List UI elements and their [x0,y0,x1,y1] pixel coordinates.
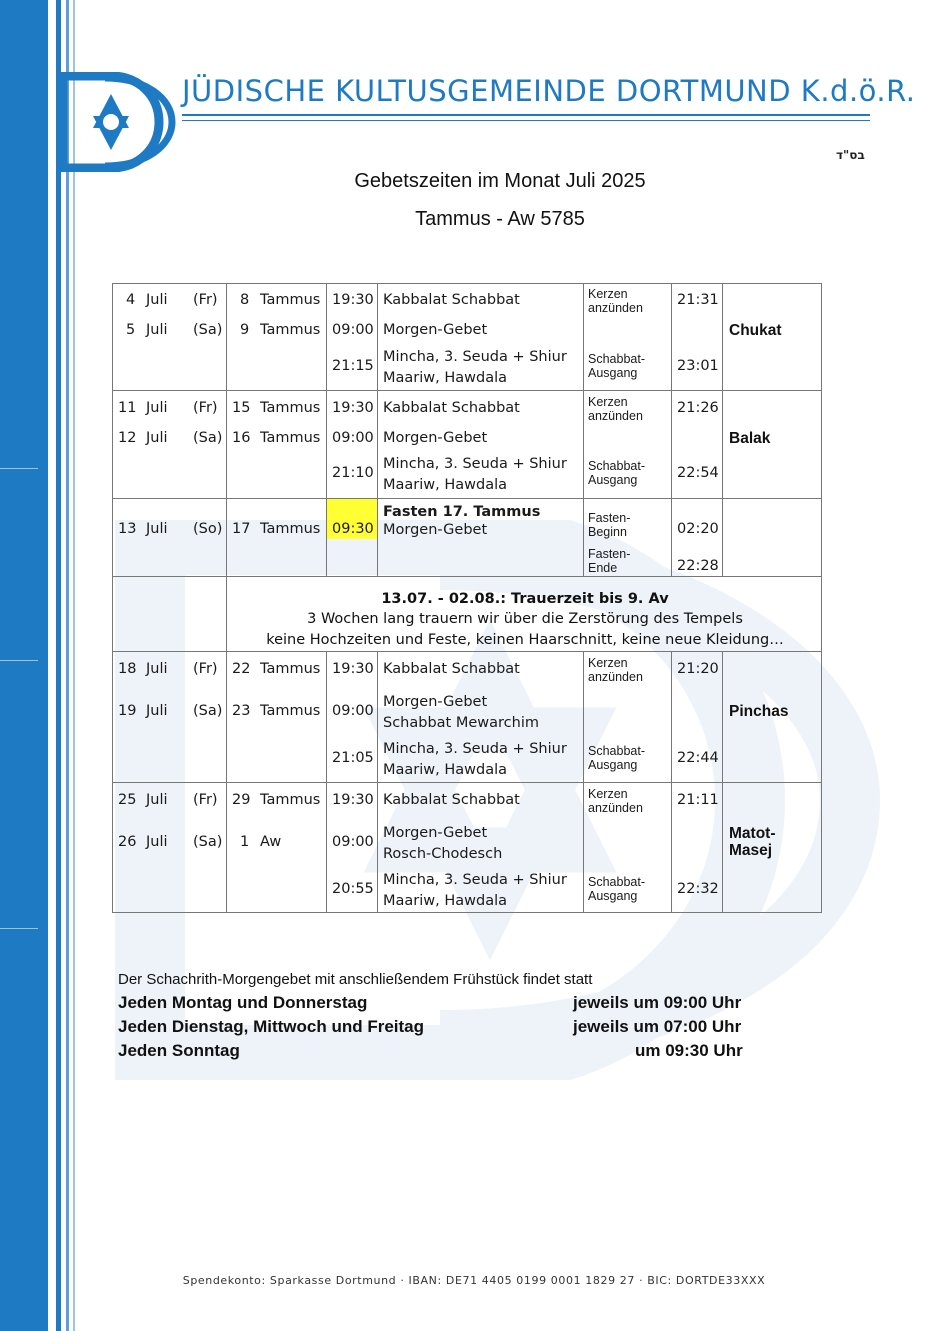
weekday: (Fr) [193,792,218,808]
prayer-time: 20:55 [332,881,374,897]
hebrew-day: 22 [232,661,251,677]
date-month: Juli [146,430,168,446]
note-time: 21:20 [677,661,719,677]
weekday: (Sa) [193,430,223,446]
note-time: 22:44 [677,750,719,766]
prayer-name: Morgen-Gebet Rosch-Chodesch [383,825,503,862]
date-month: Juli [146,792,168,808]
note-time: 22:54 [677,465,719,481]
prayer-name: Morgen-Gebet [383,522,488,538]
left-stripe-thin [73,0,75,1331]
date-month: Juli [146,521,168,537]
mourning-period-title: 13.07. - 02.08.: Trauerzeit bis 9. Av [381,591,669,607]
prayer-name: Mincha, 3. Seuda + Shiur Maariw, Hawdala [383,872,567,909]
margin-tick [0,468,38,469]
date-month: Juli [146,322,168,338]
weekday: (Sa) [193,703,223,719]
weekday: (Sa) [193,322,223,338]
hebrew-month: Tammus [260,792,321,808]
hebrew-month: Tammus [260,521,321,537]
note-time: 21:31 [677,292,719,308]
prayer-time: 21:05 [332,750,374,766]
date-day: 11 [118,400,137,416]
margin-tick [0,660,38,661]
hebrew-day: 9 [240,322,250,338]
note-time: 21:11 [677,792,719,808]
schedule-days: Jeden Montag und Donnerstag [118,993,368,1012]
prayer-name: Kabbalat Schabbat [383,400,520,416]
weekday: (Fr) [193,661,218,677]
date-day: 25 [118,792,137,808]
hebrew-month: Tammus [260,400,321,416]
prayer-name: Morgen-Gebet [383,430,488,446]
note-label: Kerzen anzünden [588,656,643,684]
hebrew-month: Tammus [260,430,321,446]
note-label: Fasten- Beginn [588,511,631,539]
parasha-name: Chukat [729,322,782,339]
hebrew-day: 29 [232,792,251,808]
prayer-time: 21:15 [332,358,374,374]
note-label: Kerzen anzünden [588,787,643,815]
note-label: Fasten- Ende [588,547,631,575]
date-month: Juli [146,661,168,677]
bank-account-footer: Spendekonto: Sparkasse Dortmund · IBAN: DE71 4405 0199 0001 1829 27 · BIC: DORTDE33XXX [182,1274,766,1287]
weekday: (So) [193,521,223,537]
date-month: Juli [146,834,168,850]
parasha-name: Matot- Masej [729,825,776,859]
schedule-time: jeweils um 09:00 Uhr [573,993,742,1012]
prayer-name: Mincha, 3. Seuda + Shiur Maariw, Hawdala [383,741,567,778]
left-stripe-thin [56,0,61,1331]
left-stripe-thin [66,0,69,1331]
date-day: 4 [126,292,136,308]
bsd-mark: בס"ד [836,148,865,162]
header-rule [182,120,870,121]
prayer-time: 09:00 [332,430,374,446]
hebrew-month: Tammus [260,703,321,719]
date-month: Juli [146,292,168,308]
hebrew-day: 1 [240,834,250,850]
prayer-time: 21:10 [332,465,374,481]
note-time: 22:32 [677,881,719,897]
schedule-time: um 09:30 Uhr [635,1041,743,1060]
prayer-name: Mincha, 3. Seuda + Shiur Maariw, Hawdala [383,456,567,493]
schedule-intro: Der Schachrith-Morgengebet mit anschließendem Frühstück findet statt [118,971,593,988]
organization-name: JÜDISCHE KULTUSGEMEINDE DORTMUND K.d.ö.R. [182,74,916,108]
prayer-name: Mincha, 3. Seuda + Shiur Maariw, Hawdala [383,349,567,386]
weekday: (Sa) [193,834,223,850]
star-of-david-logo-icon [55,72,177,172]
prayer-time: 09:00 [332,703,374,719]
prayer-time-highlighted: 09:30 [332,521,374,537]
note-label: Kerzen anzünden [588,395,643,423]
mourning-line: 3 Wochen lang trauern wir über die Zerstörung des Tempels [307,611,743,627]
note-time: 23:01 [677,358,719,374]
prayer-time: 19:30 [332,792,374,808]
prayer-time: 09:00 [332,322,374,338]
prayer-time: 19:30 [332,661,374,677]
date-day: 13 [118,521,137,537]
date-day: 19 [118,703,137,719]
prayer-name: Kabbalat Schabbat [383,792,520,808]
hebrew-month: Tammus [260,661,321,677]
hebrew-day: 17 [232,521,251,537]
hebrew-day: 23 [232,703,251,719]
weekday: (Fr) [193,400,218,416]
date-day: 5 [126,322,136,338]
prayer-time: 19:30 [332,400,374,416]
date-day: 26 [118,834,137,850]
note-label: Schabbat- Ausgang [588,459,645,487]
parasha-name: Pinchas [729,703,789,720]
hebrew-day: 8 [240,292,250,308]
prayer-name: Kabbalat Schabbat [383,292,520,308]
hebrew-day: 15 [232,400,251,416]
hebrew-month: Tammus [260,322,321,338]
schedule-time: jeweils um 07:00 Uhr [573,1017,742,1036]
note-label: Schabbat- Ausgang [588,875,645,903]
note-label: Schabbat- Ausgang [588,352,645,380]
fast-day-title: Fasten 17. Tammus [383,504,541,520]
prayer-time: 09:00 [332,834,374,850]
hebrew-day: 16 [232,430,251,446]
hebrew-month: Tammus [260,292,321,308]
note-time: 21:26 [677,400,719,416]
note-label: Kerzen anzünden [588,287,643,315]
schedule-days: Jeden Sonntag [118,1041,240,1060]
note-time: 22:28 [677,558,719,574]
schedule-days: Jeden Dienstag, Mittwoch und Freitag [118,1017,425,1036]
left-stripe-wide [0,0,48,1331]
prayer-name: Kabbalat Schabbat [383,661,520,677]
margin-tick [0,928,38,929]
mourning-line: keine Hochzeiten und Feste, keinen Haarschnitt, keine neue Kleidung… [266,632,784,648]
date-month: Juli [146,400,168,416]
date-day: 18 [118,661,137,677]
prayer-name: Morgen-Gebet [383,322,488,338]
hebrew-month: Aw [260,834,282,850]
date-month: Juli [146,703,168,719]
prayer-name: Morgen-Gebet Schabbat Mewarchim [383,694,539,731]
parasha-name: Balak [729,430,771,447]
note-time: 02:20 [677,521,719,537]
weekday: (Fr) [193,292,218,308]
prayer-time: 19:30 [332,292,374,308]
header-rule [182,114,870,116]
page-subtitle: Tammus - Aw 5785 [415,208,585,230]
date-day: 12 [118,430,137,446]
page-title: Gebetszeiten im Monat Juli 2025 [354,170,646,192]
note-label: Schabbat- Ausgang [588,744,645,772]
